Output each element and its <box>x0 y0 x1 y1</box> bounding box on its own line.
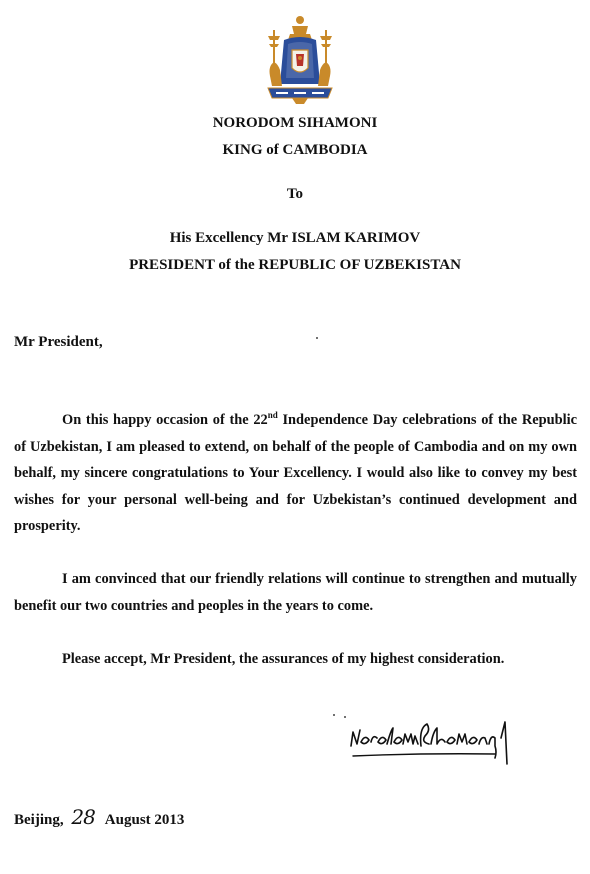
speck-mark <box>316 337 318 339</box>
recipient-title: PRESIDENT of the REPUBLIC OF UZBEKISTAN <box>129 257 461 273</box>
paragraph-congratulations <box>14 407 577 540</box>
dateline <box>14 805 184 829</box>
to-label: To <box>286 186 304 202</box>
date-month-year: August 2013 <box>104 812 185 828</box>
handwritten-signature <box>345 708 517 768</box>
paragraph-relations: I am convinced that our friendly relations will continue to strengthen and mutually benefit our two countries and peoples in the years to come. <box>14 571 577 614</box>
speck-mark <box>333 714 335 716</box>
date-place: Beijing, <box>14 812 64 828</box>
date-day-handwritten: 28 <box>71 805 95 829</box>
sender-name: NORODOM SIHAMONI <box>212 115 378 131</box>
salutation: Mr President, <box>14 334 103 350</box>
paragraph-closing: Please accept, Mr President, the assurances of my highest consideration. <box>62 651 505 667</box>
recipient-name: His Excellency Mr ISLAM KARIMOV <box>169 230 421 246</box>
paragraph-1-rest: Independence Day celebrations of the Republic of Uzbekistan, I am pleased to extend, on behalf of the people of Cambodia and on my own behalf, my sincere congratulations to Your Excellency. I would also like to convey my best wishes for your personal well-being and for Uzbekistan’s continued development and prosperity. <box>14 412 577 534</box>
ordinal-suffix: nd <box>267 410 278 420</box>
sender-title: KING of CAMBODIA <box>222 142 368 158</box>
paragraph-1-start: On this happy occasion of the 22 <box>62 412 268 428</box>
royal-coat-of-arms-icon <box>262 14 338 106</box>
